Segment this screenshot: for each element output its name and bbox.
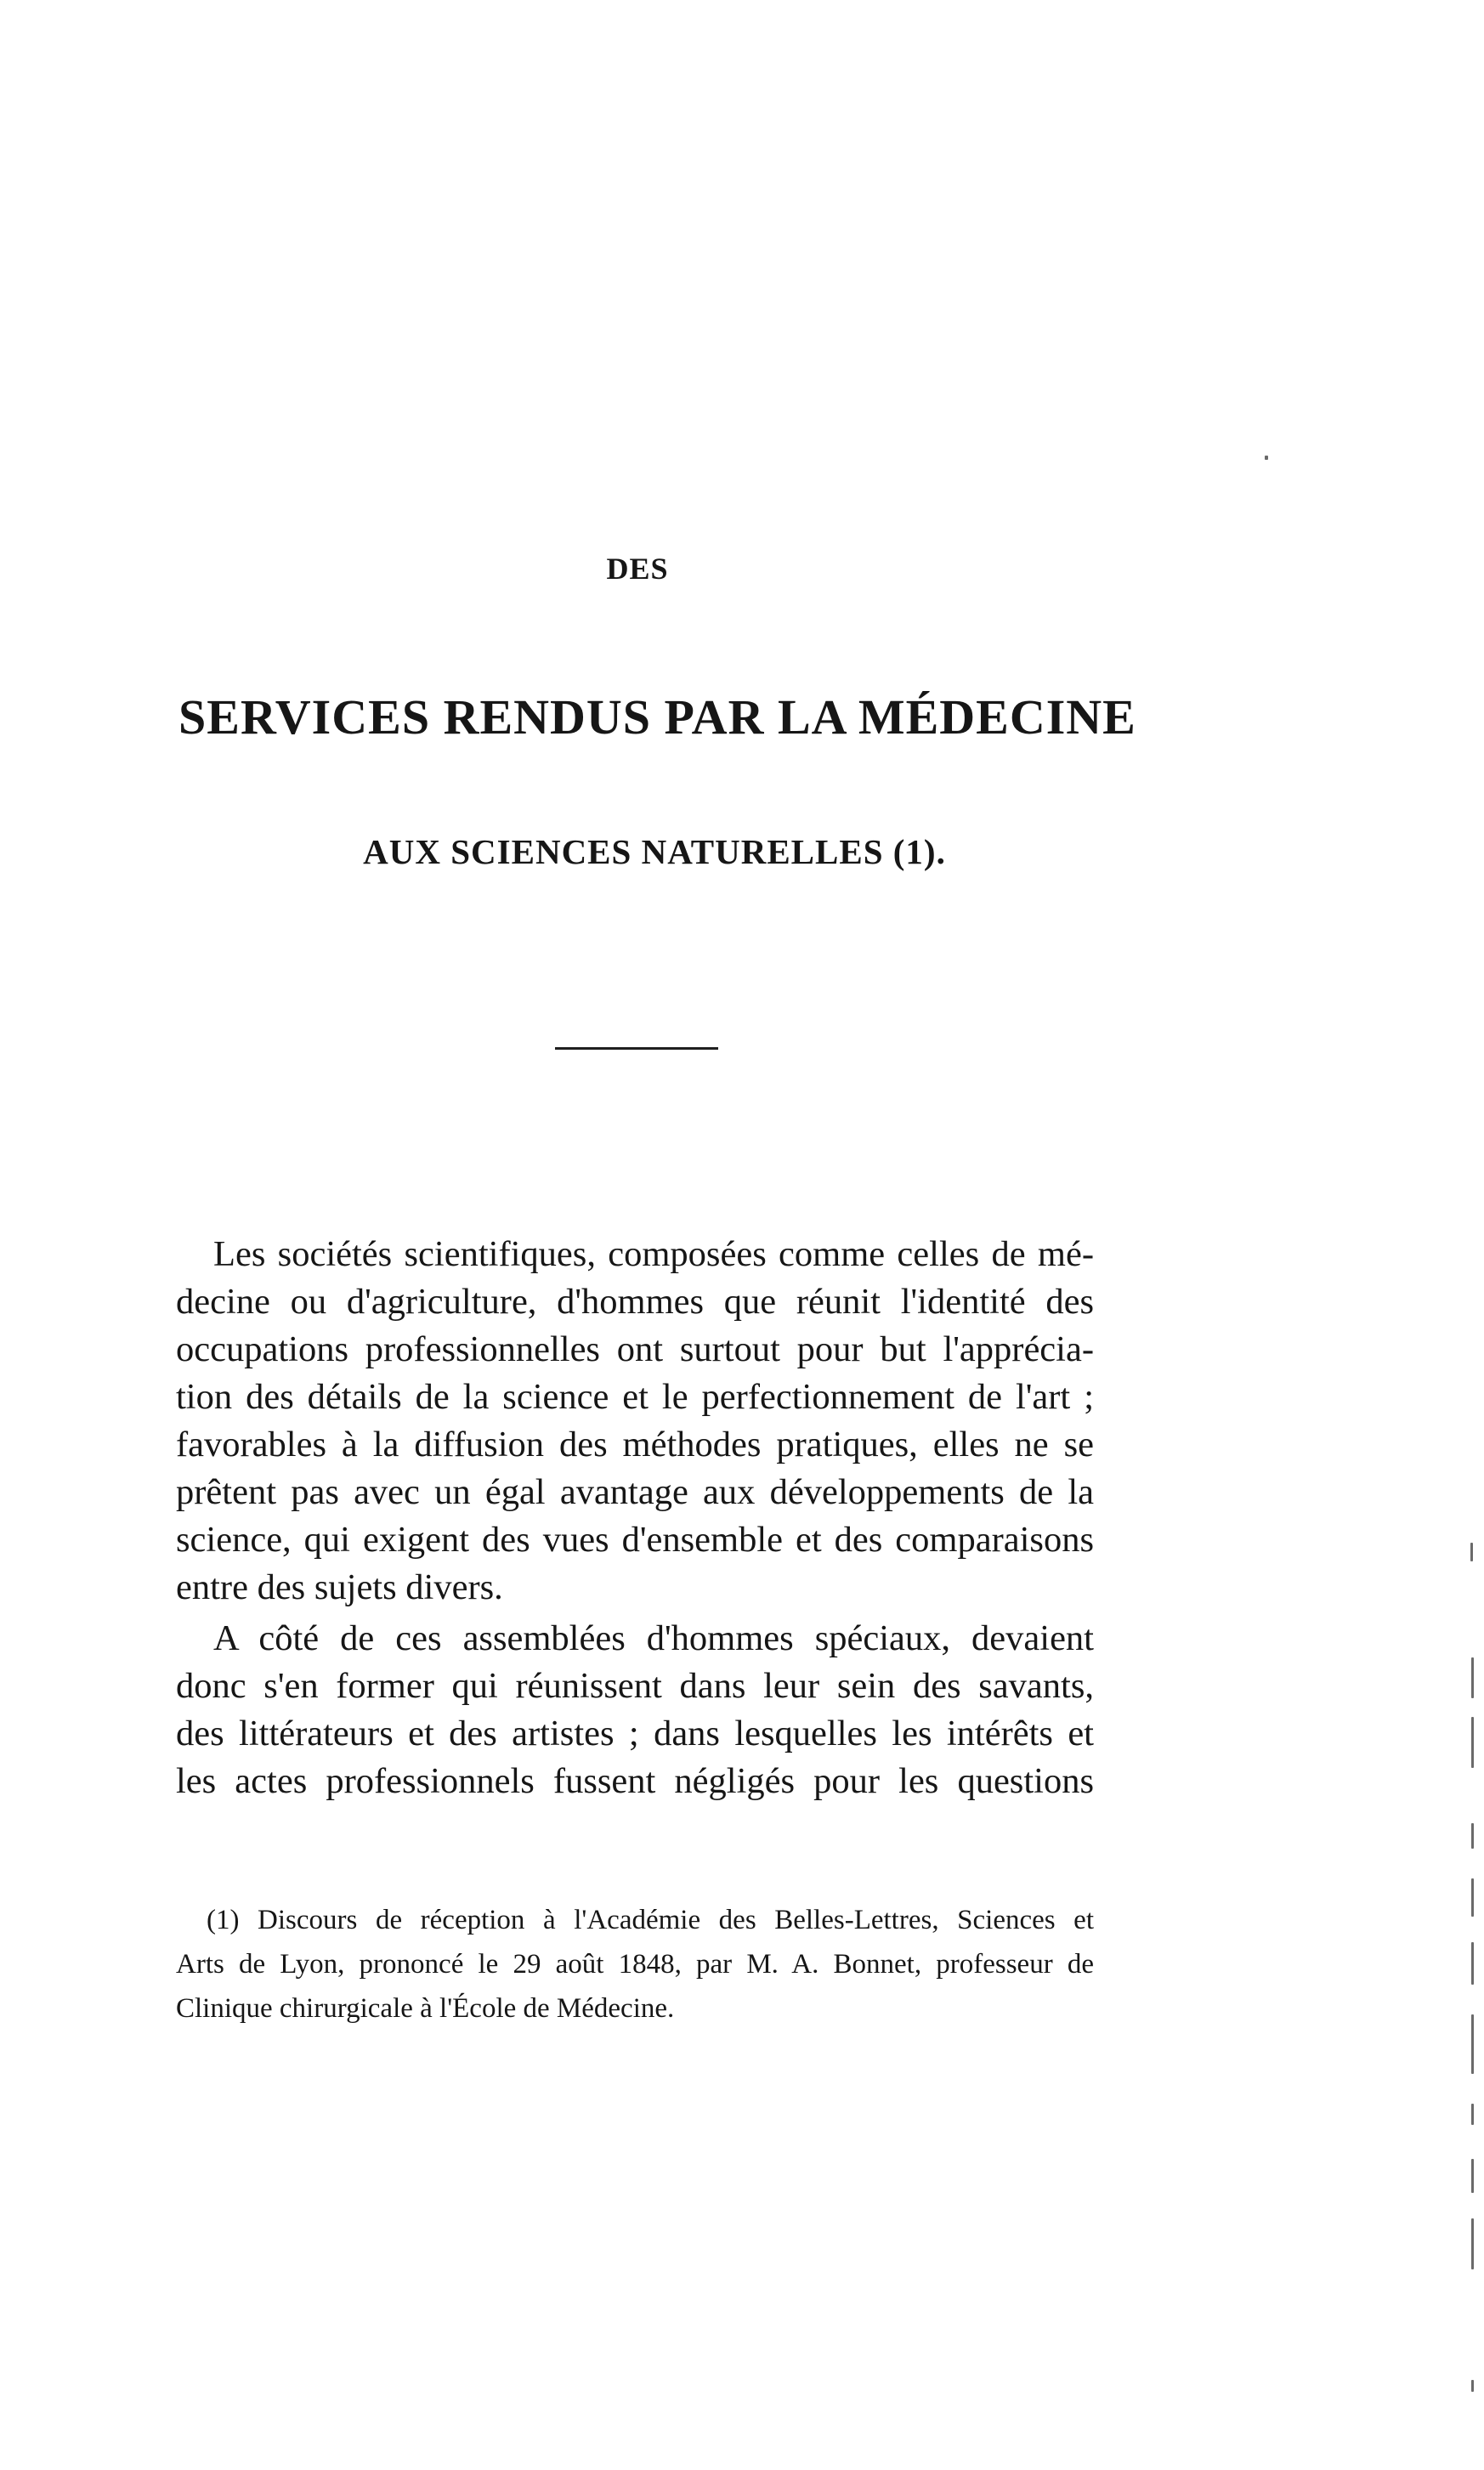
scan-mark — [1471, 2380, 1474, 2392]
footnote-line: (1) Discours de réception à l'Académie des Belles-Lettres, Sciences et — [207, 1905, 1094, 1935]
scan-mark — [1265, 456, 1268, 460]
scan-mark — [1471, 1657, 1474, 1698]
body-line: occupations professionnelles ont surtout pour but l'apprécia- — [176, 1329, 1094, 1369]
scan-mark — [1471, 1717, 1474, 1768]
scan-mark — [1470, 1543, 1473, 1561]
footnote-line: Clinique chirurgicale à l'École de Médecine. — [176, 1993, 675, 2024]
footnote — [176, 1898, 1094, 2031]
footnote-line: Arts de Lyon, prononcé le 29 août 1848, par M. A. Bonnet, professeur de — [176, 1949, 1094, 1980]
body-line: des littérateurs et des artistes ; dans lesquelles les intérêts et — [176, 1714, 1094, 1753]
body-line: science, qui exigent des vues d'ensemble et des comparaisons — [176, 1520, 1094, 1560]
scan-mark — [1471, 2218, 1474, 2269]
body-line: tion des détails de la science et le perfectionnement de l'art ; — [176, 1377, 1094, 1417]
body-line: decine ou d'agriculture, d'hommes que réunit l'identité des — [176, 1282, 1094, 1322]
scan-mark — [1471, 2014, 1474, 2074]
main-title: SERVICES RENDUS PAR LA MÉDECINE — [178, 689, 1136, 745]
body-line: entre des sujets divers. — [176, 1567, 503, 1607]
scan-mark — [1471, 2159, 1474, 2193]
body-line: donc s'en former qui réunissent dans leur sein des savants, — [176, 1666, 1094, 1706]
scan-mark — [1471, 2104, 1474, 2125]
body-line: les actes professionnels fussent négligés pour les questions — [176, 1761, 1094, 1801]
body-line: Les sociétés scientifiques, composées comme celles de mé- — [213, 1234, 1094, 1274]
scan-mark — [1471, 1823, 1474, 1849]
body-line: favorables à la diffusion des méthodes pratiques, elles ne se — [176, 1425, 1094, 1464]
section-divider — [555, 1047, 718, 1050]
body-line: A côté de ces assemblées d'hommes spéciaux, devaient — [213, 1618, 1094, 1658]
scan-mark — [1471, 1878, 1474, 1917]
body-text — [176, 1231, 1094, 1805]
scan-mark — [1471, 1942, 1474, 1985]
heading-des: DES — [606, 552, 669, 586]
body-line: prêtent pas avec un égal avantage aux développements de la — [176, 1472, 1094, 1512]
subtitle: AUX SCIENCES NATURELLES (1). — [363, 832, 946, 871]
